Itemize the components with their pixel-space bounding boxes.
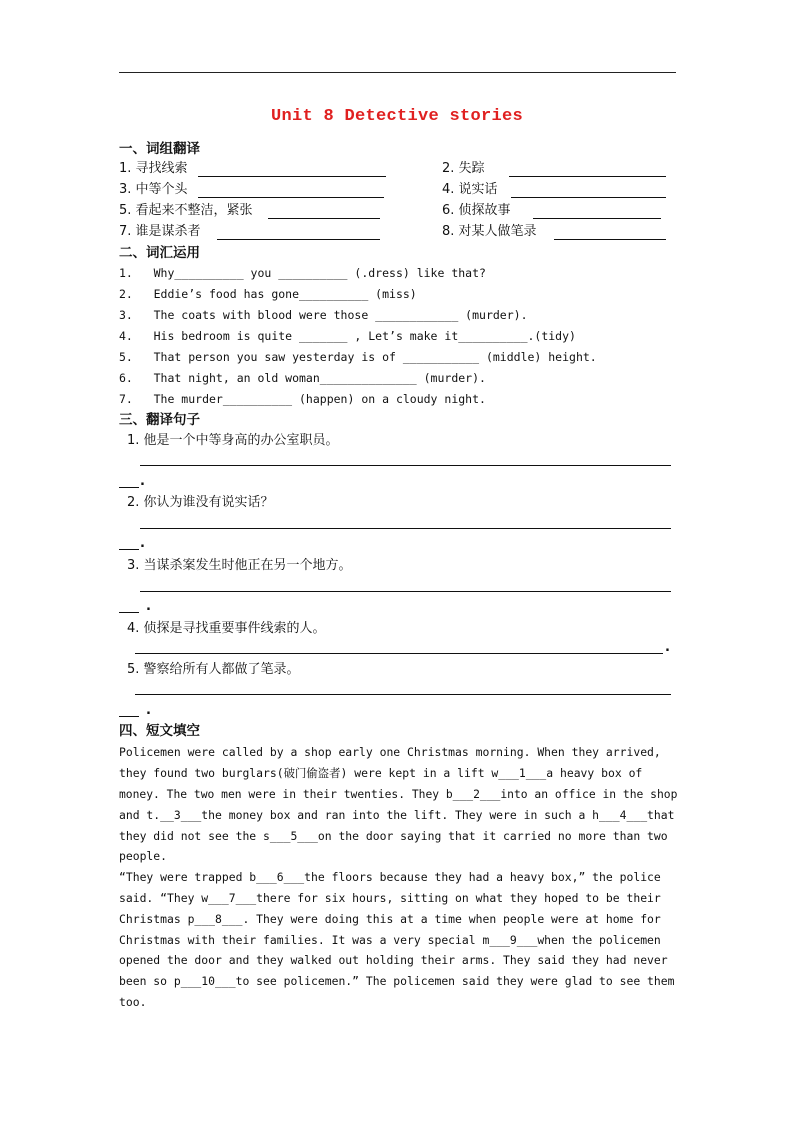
period-mark: . [140, 536, 145, 551]
answer-blank[interactable] [511, 183, 666, 198]
section2-heading: 二、词汇运用 [119, 245, 200, 261]
answer-line[interactable] [140, 465, 671, 466]
vocab-item-3: 3. 中等个头 [119, 182, 188, 197]
passage-line: they did not see the s___5___on the door saying that it carried no more than two [119, 829, 668, 843]
answer-blank[interactable] [509, 162, 666, 177]
translation-question-2: 2. 你认为谁没有说实话？ [127, 495, 274, 510]
passage-line: opened the door and they walked out holding their arms. They said they had never [119, 953, 668, 967]
translation-question-4: 4. 侦探是寻找重要事件线索的人。 [127, 621, 326, 636]
answer-blank[interactable] [198, 162, 386, 177]
answer-line[interactable] [119, 549, 139, 550]
usage-item-4: 4. His bedroom is quite _______ , Let’s make it__________.(tidy) [119, 329, 576, 343]
period-mark: . [146, 599, 151, 614]
section4-heading: 四、短文填空 [119, 723, 200, 739]
passage-line: Christmas p___8___. They were doing this at a time when people were at home for [119, 912, 661, 926]
passage-line: Policemen were called by a shop early one Christmas morning. When they arrived, [119, 745, 661, 759]
vocab-item-2: 2. 失踪 [442, 161, 485, 176]
usage-item-2: 2. Eddie’s food has gone__________ (miss) [119, 287, 417, 301]
passage-line: Christmas with their families. It was a very special m___9___when the policemen [119, 933, 661, 947]
passage-line: and t.__3___the money box and ran into the lift. They were in such a h___4___that [119, 808, 675, 822]
vocab-item-4: 4. 说实话 [442, 182, 498, 197]
answer-line[interactable] [119, 716, 139, 717]
header-rule [119, 72, 676, 73]
translation-question-3: 3. 当谋杀案发生时他正在另一个地方。 [127, 558, 352, 573]
usage-item-6: 6. That night, an old woman______________ (murder). [119, 371, 486, 385]
passage-line: money. The two men were in their twenties. They b___2___into an office in the shop [119, 787, 678, 801]
passage-line: they found two burglars(破门偷盗者) were kept in a lift w___1___a heavy box of [119, 766, 643, 780]
vocab-row [119, 223, 679, 241]
vocab-item-6: 6. 侦探故事 [442, 203, 511, 218]
vocab-item-5: 5. 看起来不整洁，紧张 [119, 203, 253, 218]
passage-line: said. “They w___7___there for six hours, sitting on what they hoped to be their [119, 891, 661, 905]
vocab-item-7: 7. 谁是谋杀者 [119, 224, 201, 239]
answer-line[interactable] [135, 694, 671, 695]
usage-item-5: 5. That person you saw yesterday is of ___________ (middle) height. [119, 350, 597, 364]
vocab-row [119, 160, 679, 178]
vocab-row [119, 181, 679, 199]
passage-line: been so p___10___to see policemen.” The policemen said they were glad to see them [119, 974, 675, 988]
passage-line: too. [119, 995, 147, 1009]
vocab-item-1: 1. 寻找线索 [119, 161, 188, 176]
usage-item-1: 1. Why__________ you __________ (.dress) like that? [119, 266, 486, 280]
answer-line[interactable] [140, 528, 671, 529]
vocab-row [119, 202, 679, 220]
passage-line: “They were trapped b___6___the floors because they had a heavy box,” the police [119, 870, 661, 884]
answer-blank[interactable] [554, 225, 666, 240]
translation-question-1: 1. 他是一个中等身高的办公室职员。 [127, 433, 339, 448]
translation-question-5: 5. 警察给所有人都做了笔录。 [127, 662, 300, 677]
answer-line[interactable] [140, 591, 671, 592]
period-mark: . [146, 703, 151, 718]
answer-blank[interactable] [268, 204, 380, 219]
section1-heading: 一、词组翻译 [119, 141, 200, 157]
answer-blank[interactable] [198, 183, 384, 198]
answer-line[interactable] [119, 487, 139, 488]
period-mark: . [665, 640, 670, 655]
answer-blank[interactable] [217, 225, 380, 240]
answer-line[interactable] [135, 653, 663, 654]
usage-item-3: 3. The coats with blood were those ____________ (murder). [119, 308, 528, 322]
usage-item-7: 7. The murder__________ (happen) on a cloudy night. [119, 392, 486, 406]
answer-line[interactable] [119, 612, 139, 613]
answer-blank[interactable] [533, 204, 661, 219]
vocab-item-8: 8. 对某人做笔录 [442, 224, 537, 239]
passage-line: people. [119, 849, 168, 863]
section3-heading: 三、翻译句子 [119, 412, 200, 428]
period-mark: . [140, 474, 145, 489]
page-title: Unit 8 Detective stories [270, 107, 524, 126]
